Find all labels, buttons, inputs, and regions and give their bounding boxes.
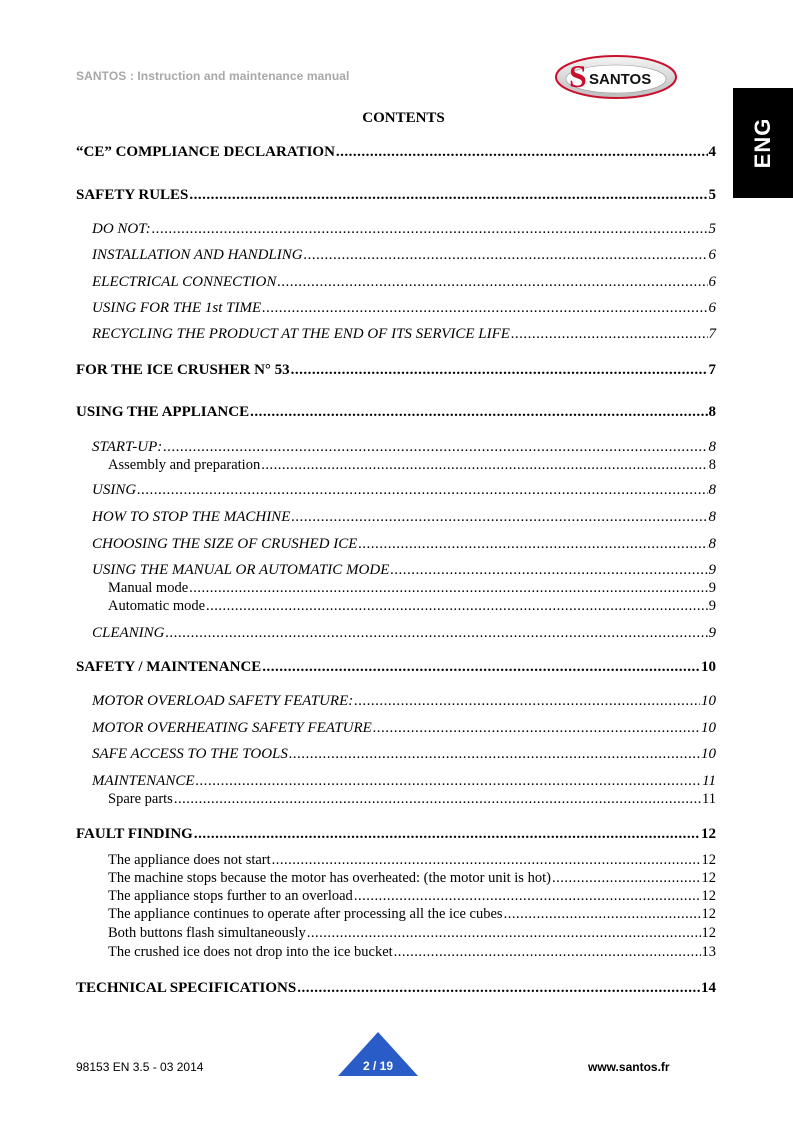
toc-leader-dots — [394, 944, 701, 961]
toc-entry-page: 10 — [701, 746, 716, 762]
toc-entry[interactable] — [76, 404, 716, 421]
toc-entry-page: 14 — [701, 980, 716, 996]
toc-entry[interactable] — [92, 746, 716, 763]
toc-entry[interactable] — [108, 906, 716, 923]
toc-entry-page: 7 — [708, 326, 716, 342]
toc-entry-page: 8 — [708, 457, 716, 473]
toc-entry-page: 10 — [701, 659, 716, 675]
toc-leader-dots — [137, 482, 707, 499]
toc-entry-label: MAINTENANCE — [92, 773, 195, 789]
toc-entry-page: 12 — [701, 826, 716, 842]
toc-leader-dots — [174, 791, 701, 808]
toc-leader-dots — [261, 457, 708, 474]
toc-entry-page: 9 — [708, 598, 716, 614]
toc-entry[interactable] — [108, 888, 716, 905]
toc-entry-page: 12 — [701, 888, 716, 904]
svg-text:S: S — [569, 58, 587, 94]
toc-leader-dots — [373, 720, 700, 737]
toc-leader-dots — [289, 746, 700, 763]
santos-logo — [553, 53, 679, 101]
toc-entry-label: The appliance stops further to an overload — [108, 888, 353, 904]
toc-entry[interactable] — [76, 980, 716, 997]
toc-leader-dots — [354, 693, 700, 710]
toc-entry-label: MOTOR OVERLOAD SAFETY FEATURE: — [92, 693, 354, 709]
toc-entry[interactable] — [76, 187, 716, 204]
document-reference: 98153 EN 3.5 - 03 2014 — [76, 1060, 204, 1074]
toc-entry-page: 12 — [701, 852, 716, 868]
toc-entry-label: FOR THE ICE CRUSHER N° 53 — [76, 362, 290, 378]
toc-leader-dots — [307, 925, 701, 942]
language-tab-label: ENG — [750, 117, 775, 169]
toc-entry-label: CLEANING — [92, 625, 165, 641]
toc-entry-label: START-UP: — [92, 439, 163, 455]
toc-entry-page: 8 — [708, 536, 716, 552]
toc-entry[interactable] — [76, 826, 716, 843]
toc-entry[interactable] — [108, 457, 716, 474]
toc-entry[interactable] — [108, 852, 716, 869]
toc-entry-page: 5 — [708, 187, 716, 203]
toc-leader-dots — [277, 274, 707, 291]
toc-entry-label: ELECTRICAL CONNECTION — [92, 274, 277, 290]
toc-leader-dots — [354, 888, 701, 905]
toc-entry-label: Both buttons flash simultaneously — [108, 925, 306, 941]
toc-entry[interactable] — [92, 482, 716, 499]
toc-entry-page: 4 — [708, 144, 716, 160]
toc-entry-label: USING — [92, 482, 137, 498]
toc-entry-label: The appliance does not start — [108, 852, 271, 868]
language-tab — [733, 88, 793, 198]
toc-leader-dots — [336, 144, 708, 161]
toc-entry[interactable] — [92, 247, 716, 264]
toc-entry-label: SAFETY / MAINTENANCE — [76, 659, 262, 675]
toc-entry[interactable] — [92, 439, 716, 456]
toc-entry[interactable] — [92, 326, 716, 343]
toc-leader-dots — [196, 773, 702, 790]
toc-leader-dots — [297, 980, 700, 997]
toc-entry-label: INSTALLATION AND HANDLING — [92, 247, 303, 263]
toc-entry[interactable] — [92, 274, 716, 291]
toc-leader-dots — [262, 300, 707, 317]
toc-entry-page: 8 — [708, 509, 716, 525]
toc-leader-dots — [272, 852, 701, 869]
toc-leader-dots — [291, 362, 708, 379]
toc-entry[interactable] — [76, 362, 716, 379]
toc-entry-page: 13 — [701, 944, 716, 960]
toc-entry-page: 6 — [708, 274, 716, 290]
toc-entry[interactable] — [108, 870, 716, 887]
toc-entry-page: 10 — [701, 693, 716, 709]
toc-entry-page: 8 — [708, 439, 716, 455]
toc-entry-page: 9 — [708, 625, 716, 641]
toc-leader-dots — [511, 326, 708, 343]
toc-leader-dots — [504, 906, 701, 923]
toc-entry-label: DO NOT: — [92, 221, 151, 237]
toc-leader-dots — [552, 870, 701, 887]
toc-leader-dots — [250, 404, 707, 421]
toc-entry[interactable] — [92, 773, 716, 790]
toc-entry[interactable] — [92, 720, 716, 737]
toc-entry-label: FAULT FINDING — [76, 826, 193, 842]
toc-entry-label: Assembly and preparation — [108, 457, 261, 473]
toc-leader-dots — [189, 580, 708, 597]
toc-entry-page: 11 — [702, 773, 716, 789]
toc-entry[interactable] — [92, 562, 716, 579]
toc-entry[interactable] — [92, 693, 716, 710]
toc-entry-page: 6 — [708, 247, 716, 263]
website-link[interactable]: www.santos.fr — [588, 1060, 670, 1074]
toc-entry[interactable] — [108, 580, 716, 597]
toc-entry-page: 11 — [702, 791, 716, 807]
toc-entry-label: TECHNICAL SPECIFICATIONS — [76, 980, 297, 996]
toc-entry[interactable] — [92, 625, 716, 642]
page-number: 2 / 19 — [362, 1059, 394, 1073]
toc-entry-page: 12 — [701, 906, 716, 922]
toc-entry-label: “CE” COMPLIANCE DECLARATION — [76, 144, 335, 160]
toc-entry-label: The crushed ice does not drop into the ice bucket — [108, 944, 393, 960]
toc-entry-label: USING THE MANUAL OR AUTOMATIC MODE — [92, 562, 390, 578]
toc-entry[interactable] — [92, 509, 716, 526]
toc-entry-page: 9 — [708, 562, 716, 578]
toc-entry-label: USING THE APPLIANCE — [76, 404, 250, 420]
toc-entry-label: MOTOR OVERHEATING SAFETY FEATURE — [92, 720, 372, 736]
toc-entry[interactable] — [108, 944, 716, 961]
toc-entry-label: Manual mode — [108, 580, 189, 596]
contents-title: CONTENTS — [362, 110, 445, 126]
toc-leader-dots — [390, 562, 707, 579]
toc-leader-dots — [166, 625, 708, 642]
toc-entry[interactable] — [108, 598, 716, 615]
toc-entry-label: The machine stops because the motor has overheated: (the motor unit is hot) — [108, 870, 551, 886]
toc-entry-page: 12 — [701, 925, 716, 941]
toc-entry-page: 10 — [701, 720, 716, 736]
toc-entry-label: RECYCLING THE PRODUCT AT THE END OF ITS SERVICE LIFE — [92, 326, 510, 342]
toc-leader-dots — [262, 659, 700, 676]
toc-entry[interactable] — [92, 221, 716, 238]
toc-entry[interactable] — [108, 925, 716, 942]
toc-entry[interactable] — [108, 791, 716, 808]
toc-entry-label: Automatic mode — [108, 598, 206, 614]
toc-entry-label: HOW TO STOP THE MACHINE — [92, 509, 291, 525]
toc-leader-dots — [291, 509, 707, 526]
toc-entry-label: The appliance continues to operate after processing all the ice cubes — [108, 906, 503, 922]
toc-leader-dots — [206, 598, 708, 615]
toc-entry-page: 8 — [708, 404, 716, 420]
toc-entry[interactable] — [92, 536, 716, 553]
toc-entry[interactable] — [76, 659, 716, 676]
toc-entry-label: USING FOR THE 1st TIME — [92, 300, 262, 316]
toc-entry-label: Spare parts — [108, 791, 173, 807]
toc-leader-dots — [358, 536, 707, 553]
toc-entry[interactable] — [76, 144, 716, 161]
svg-text:SANTOS: SANTOS — [589, 71, 652, 88]
toc-entry-page: 6 — [708, 300, 716, 316]
toc-entry-page: 5 — [708, 221, 716, 237]
toc-entry-page: 8 — [708, 482, 716, 498]
toc-entry-page: 7 — [708, 362, 716, 378]
toc-leader-dots — [194, 826, 700, 843]
toc-leader-dots — [163, 439, 707, 456]
toc-leader-dots — [304, 247, 708, 264]
toc-entry-label: SAFE ACCESS TO THE TOOLS — [92, 746, 288, 762]
toc-leader-dots — [189, 187, 707, 204]
header-title: SANTOS : Instruction and maintenance manual — [76, 69, 350, 83]
toc-entry-page: 9 — [708, 580, 716, 596]
toc-leader-dots — [152, 221, 708, 238]
toc-entry[interactable] — [92, 300, 716, 317]
toc-entry-label: CHOOSING THE SIZE OF CRUSHED ICE — [92, 536, 358, 552]
toc-entry-label: SAFETY RULES — [76, 187, 189, 203]
toc-entry-page: 12 — [701, 870, 716, 886]
